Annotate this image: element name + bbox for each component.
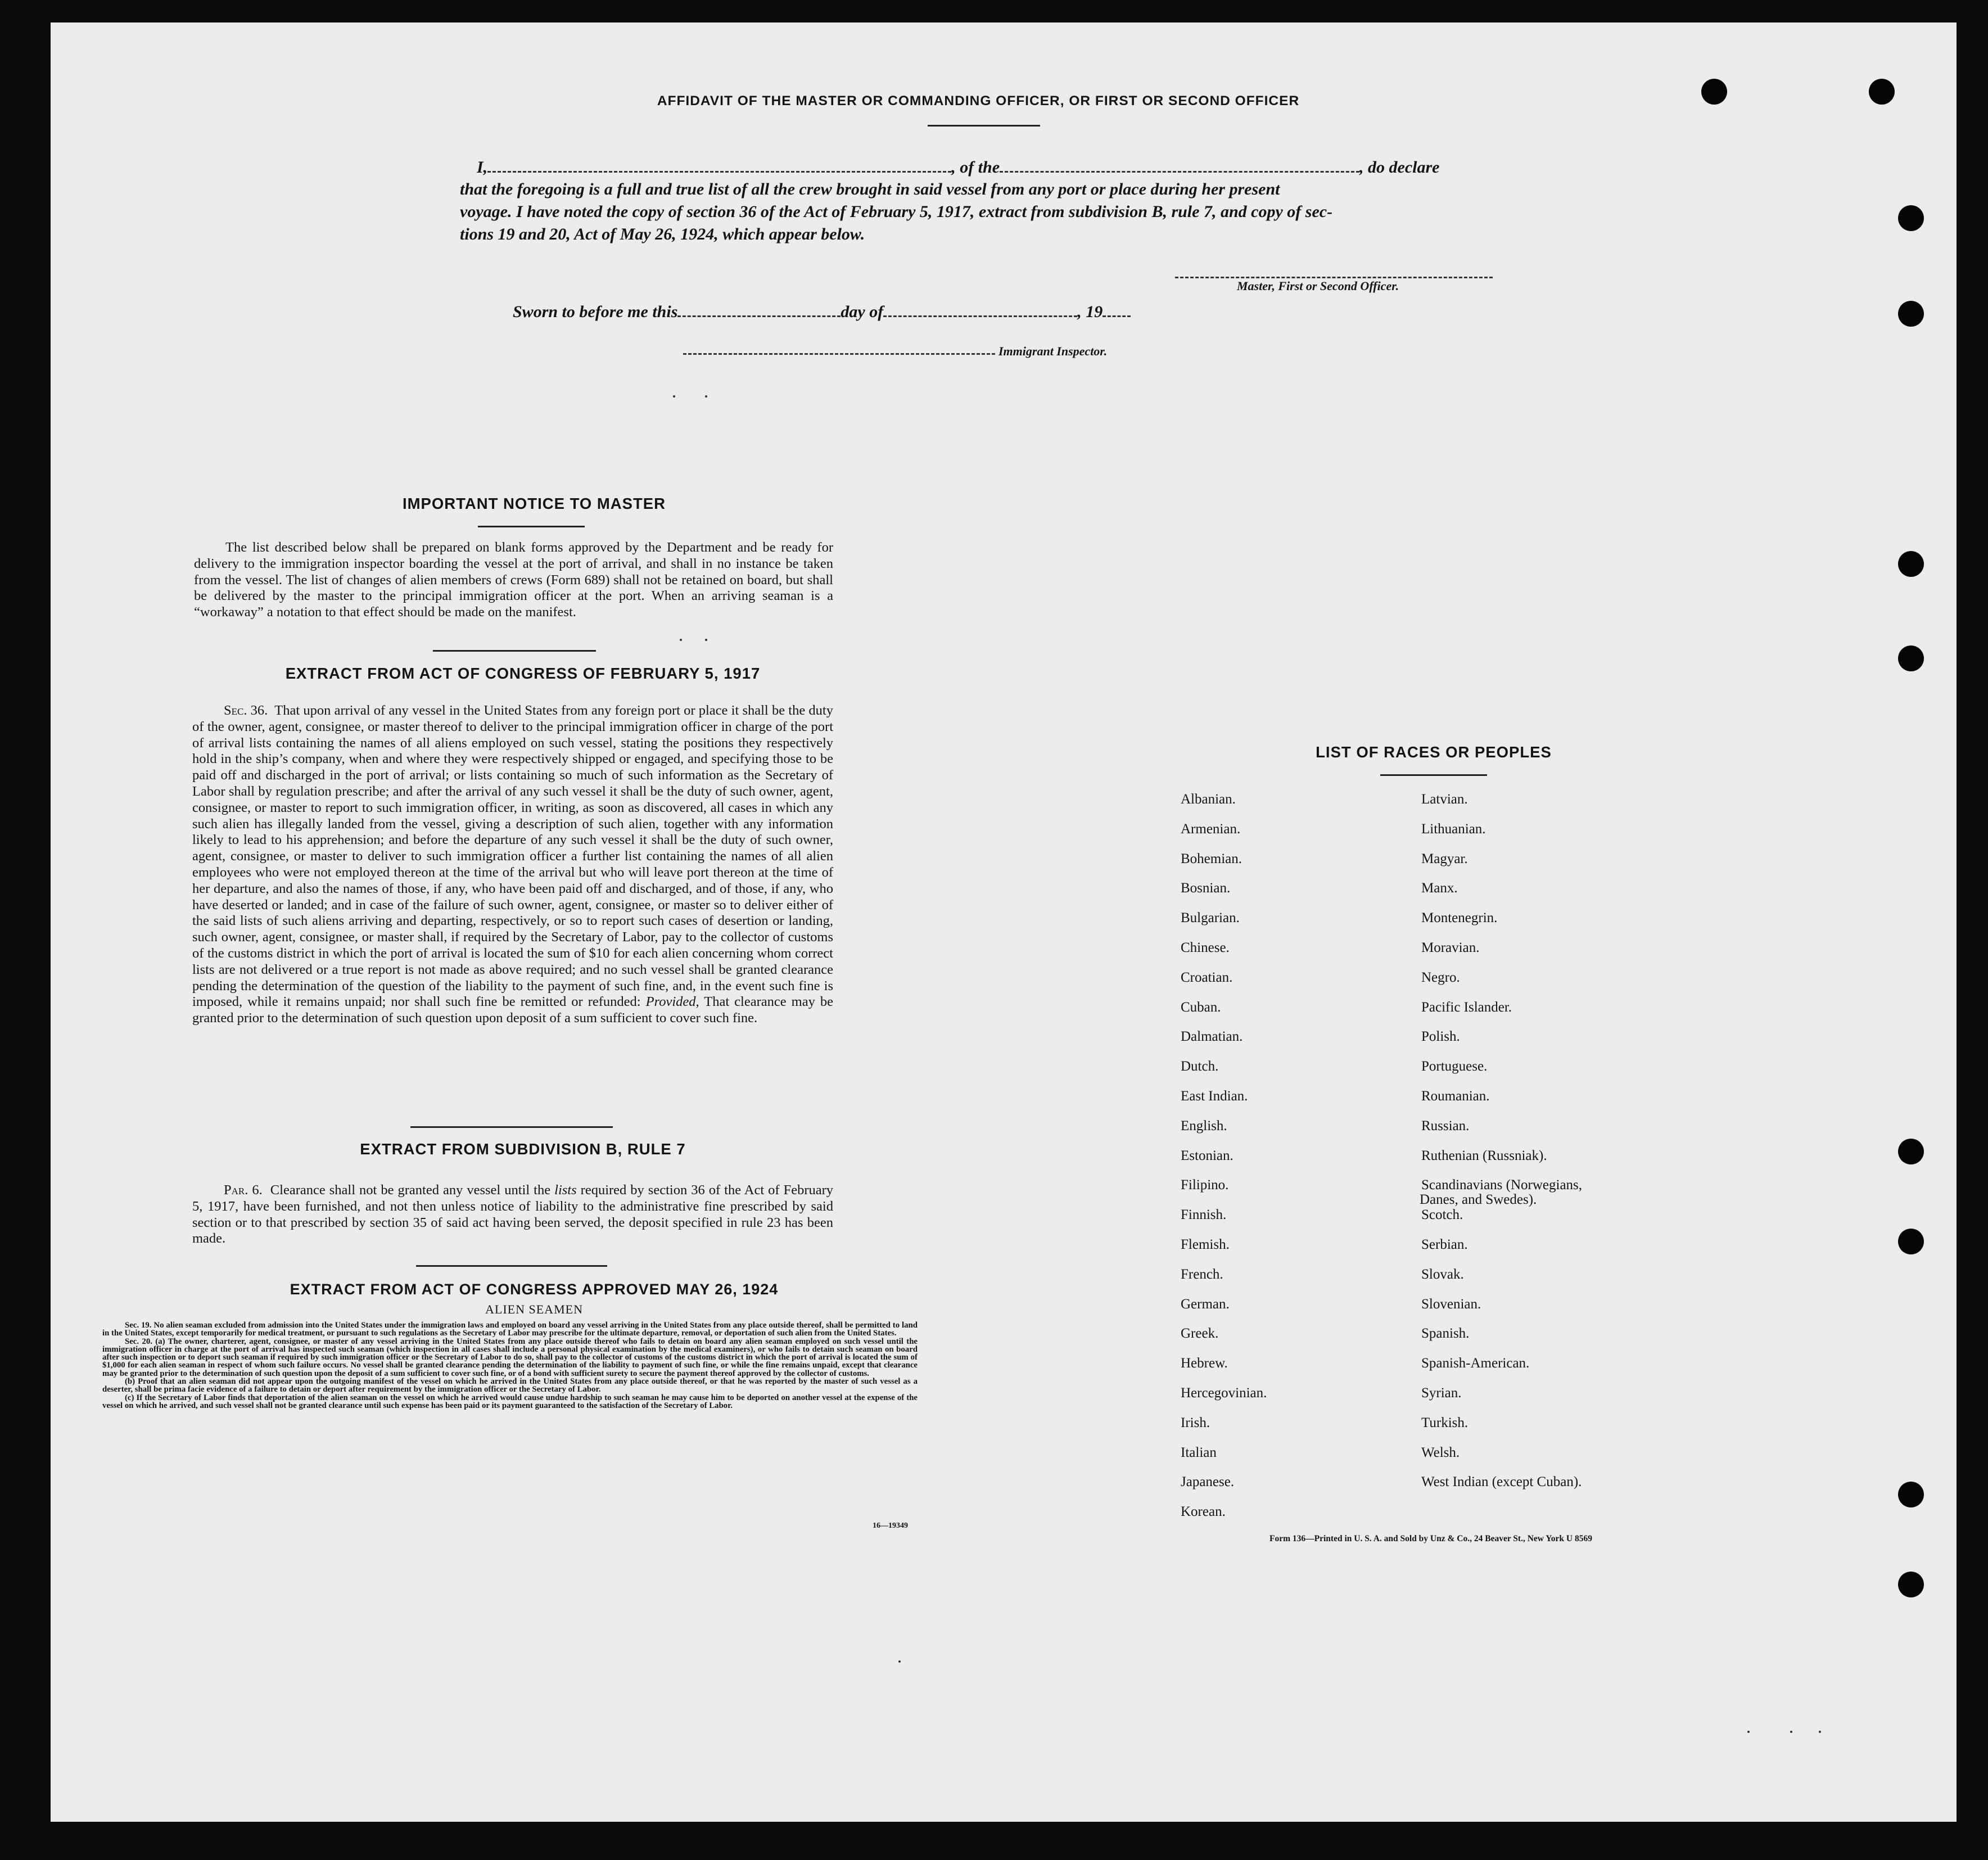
form-imprint: Form 136—Printed in U. S. A. and Sold by Unz & Co., 24 Beaver St., New York U 8569 — [1269, 1534, 1592, 1543]
race-item: Manx. — [1421, 881, 1458, 896]
races-title: LIST OF RACES OR PEOPLES — [1316, 743, 1552, 761]
race-item: Pacific Islander. — [1421, 999, 1512, 1015]
race-item: Irish. — [1181, 1415, 1210, 1430]
race-item: Bulgarian. — [1181, 910, 1240, 926]
par-6-paragraph — [192, 1182, 833, 1247]
affidavit-line-2: that the foregoing is a full and true list of all the crew brought in said vessel from any port or place during her present — [460, 180, 1280, 198]
race-item: Hebrew. — [1181, 1356, 1228, 1371]
race-item: Scandinavians (Norwegians, — [1421, 1177, 1583, 1193]
vessel-name-blank — [1000, 156, 1359, 173]
race-item: Turkish. — [1421, 1415, 1469, 1430]
race-item: German. — [1181, 1296, 1230, 1312]
affidavit-line-4: tions 19 and 20, Act of May 26, 1924, which appear below. — [460, 225, 865, 243]
section-20c-paragraph: (c) If the Secretary of Labor finds that deportation of the alien seaman on the vessel on which he arrived would cause undue hardship to such seaman he may cause him to be deported on another vessel at the expense of the vessel on which he arrived, and such vessel shall not be granted clearance until such expense has been paid or its payment guaranteed to the satisfaction of the Secretary of Labor. — [102, 1393, 918, 1410]
extract-rule7-text — [192, 1182, 833, 1247]
par-6-text-b: required by section 36 of the Act of February 5, 1917, have been furnished, and not then unless notice of liability to the administrative fine prescribed by said section or to that prescribed by section 35 of said act having been served, the deposit specified in rule 23 has been made. — [192, 1182, 834, 1247]
race-item: Bosnian. — [1181, 881, 1231, 896]
race-item: Albanian. — [1181, 792, 1236, 807]
par-6-label: Par. 6. — [224, 1182, 263, 1198]
race-item: Japanese. — [1181, 1474, 1235, 1490]
sworn-year: , 19 — [1077, 303, 1103, 321]
race-item: West Indian (except Cuban). — [1421, 1474, 1582, 1490]
inspector-label: Immigrant Inspector. — [998, 344, 1108, 358]
race-item: Scotch. — [1421, 1207, 1463, 1223]
punch-hole — [1869, 79, 1895, 105]
race-item: English. — [1181, 1118, 1227, 1134]
section-36-text: That upon arrival of any vessel in the United States from any foreign port or place it shall be the duty of the owner, agent, consignee, or master thereof to deliver to the principal immigration officer in charge of the port of arrival lists containing the names of all aliens employed on such vessel, stating the positions they respectively hold in the ship’s company, when and where they were respectively shipped or engaged, and specifying those to be paid off and discharged in the port of arrival; or lists containing so much of such information as the Secretary of Labor shall by regulation prescribe; and after the arrival of any such vessel it shall be the duty of such owner, agent, consignee, or master to report to such immigration officer, in writing, as soon as discovered, all cases in which any such alien has illegally landed from the vessel, giving a description of such alien, together with any information likely to lead to his apprehension; and before the departure of any such vessel it shall be the duty of such owner, agent, consignee, or master to deliver to such immigration officer a further list containing the names of all alien employees who were not employed thereon at the time of the arrival but who will leave port thereon at the time of her departure, and also the names of those, if any, who have been paid off and discharged, and of those, if any, who have deserted or landed; and in case of the failure of such owner, agent, consignee, or master so to deliver either of the said lists of such aliens arriving and departing, respectively, or so to report such cases of desertion or landing, such owner, agent, consignee, or master shall, if required by the Secretary of Labor, pay to the collector of customs of the customs district in which the port of arrival is located the sum of $10 for each alien concerning whom correct lists are not delivered or a true report is not made as above required; and no such vessel shall be granted clearance pending the determination of the question of the liability to the payment of such fine, and, in the event such fine is imposed, while it remains unpaid; nor shall such fine be remitted or refunded: — [192, 703, 833, 1010]
race-item: Italian — [1181, 1444, 1217, 1460]
race-item: Ruthenian (Russniak). — [1421, 1148, 1547, 1163]
master-signature-label: Master, First or Second Officer. — [1237, 279, 1399, 293]
race-item: Chinese. — [1181, 940, 1230, 955]
race-item: Polish. — [1421, 1029, 1460, 1045]
race-item: Negro. — [1421, 969, 1460, 985]
race-item: Korean. — [1181, 1504, 1226, 1520]
race-item: Magyar. — [1421, 851, 1468, 866]
race-item: Dalmatian. — [1181, 1029, 1243, 1045]
notice-title: IMPORTANT NOTICE TO MASTER — [402, 495, 666, 512]
section-36-text-end: That clearance may be granted prior to the determination of such question upon deposit of a sum sufficient to cover such fine. — [192, 994, 833, 1026]
race-item: Lithuanian. — [1421, 821, 1486, 837]
race-item: Welsh. — [1421, 1444, 1460, 1460]
race-item: Slovak. — [1421, 1266, 1464, 1282]
race-item: French. — [1181, 1266, 1223, 1282]
punch-hole — [1701, 79, 1727, 105]
punch-hole — [1898, 1229, 1924, 1254]
race-item: Moravian. — [1421, 940, 1480, 955]
affidavit-do-declare: , do declare — [1359, 158, 1440, 177]
race-item: Spanish-American. — [1421, 1356, 1530, 1371]
race-item: Filipino. — [1181, 1177, 1229, 1193]
race-item: Portuguese. — [1421, 1059, 1488, 1075]
extract-1924-title: EXTRACT FROM ACT OF CONGRESS APPROVED MAY 26, 1924 — [290, 1281, 779, 1298]
section-19-paragraph: Sec. 19. No alien seaman excluded from admission into the United States under the immigration laws and employed on board any vessel arriving in the United States from any place outside thereof, shall be permitted to land in the United States, except temporarily for medical treatment, or pursuant to such regulations as the Secretary of Labor may prescribe for the ultimate departure, removal, or deportation of such alien from the United States. — [102, 1321, 918, 1338]
affidavit-line-3: voyage. I have noted the copy of section 36 of the Act of February 5, 1917, extract from subdivision B, rule 7, and copy of sec- — [460, 202, 1333, 221]
race-item: Serbian. — [1421, 1237, 1468, 1252]
sworn-year-blank — [1103, 301, 1131, 317]
affidavit-title-rule — [928, 125, 1040, 127]
race-item: Russian. — [1421, 1118, 1470, 1134]
race-item: Croatian. — [1181, 969, 1233, 985]
speck — [705, 639, 707, 641]
punch-hole — [1898, 301, 1924, 327]
punch-hole — [1898, 645, 1924, 671]
race-item: East Indian. — [1181, 1089, 1248, 1104]
race-item: Estonian. — [1181, 1148, 1234, 1163]
section-36-label: Sec. 36. — [224, 703, 268, 718]
punch-hole — [1898, 551, 1924, 577]
sworn-day-blank — [677, 301, 841, 317]
race-item: Montenegrin. — [1421, 910, 1498, 926]
notice-title-rule — [478, 526, 585, 527]
speck — [898, 1660, 901, 1663]
section-20b-paragraph: (b) Proof that an alien seaman did not appear upon the outgoing manifest of the vessel on which he arrived in the United States from any place outside thereof, or that he was reported by the master of such vessel as a deserter, shall be prima facie evidence of a failure to detain or deport after requirement by the immigration officer or the Secretary of Labor. — [102, 1377, 918, 1394]
speck — [705, 395, 707, 398]
affidavit-title: AFFIDAVIT OF THE MASTER OR COMMANDING OFFICER, OR FIRST OR SECOND OFFICER — [657, 93, 1300, 109]
race-item: Hercegovinian. — [1181, 1385, 1267, 1401]
race-item: Cuban. — [1181, 999, 1221, 1015]
extract-1917-text — [192, 703, 833, 1027]
section-divider — [410, 1126, 613, 1128]
sworn-prefix: Sworn to before me this — [513, 303, 678, 321]
race-item: Dutch. — [1181, 1059, 1219, 1075]
notice-paragraph: The list described below shall be prepared on blank forms approved by the Department and be ready for delivery to the immigration inspector boarding the vessel at the port of arrival, and shall in no instance be taken from the vessel. The list of changes of alien members of crews (Form 689) shall not be retained on board, but shall be delivered by the master to the principal immigration officer at the port. When an arriving seaman is a “workaway” a notation to that effect should be made on the manifest. — [194, 540, 833, 620]
section-20a-paragraph: Sec. 20. (a) The owner, charterer, agent, consignee, or master of any vessel arriving in the United States from any place outside thereof who fails to detain on board any alien seaman employed on such vessel until the immigration officer in charge at the port of arrival has inspected such seaman (which inspection in all cases shall include a personal physical examination by the medical examiners), or who fails to detain such seaman on board after such inspection or to deport such seaman if required by such immigration officer or the Secretary of Labor to do so, shall pay to the collector of customs of the customs district in which the port of arrival is located the sum of $1,000 for each alien seaman in respect of whom such failure occurs. No vessel shall be granted clearance pending the determination of the liability to payment of such fine, or while the fine remains unpaid, except that clearance may be granted prior to the determination of such question upon the deposit of a sum sufficient to cover such fine, or of a bond with sufficient surety to secure the payment thereof approved by the collector of customs. — [102, 1337, 918, 1378]
race-item: Latvian. — [1421, 792, 1468, 807]
notice-text — [194, 540, 833, 621]
speck — [1819, 1731, 1821, 1733]
punch-hole — [1898, 1139, 1924, 1164]
punch-hole — [1898, 205, 1924, 231]
speck — [673, 395, 675, 398]
punch-hole — [1898, 1572, 1924, 1597]
affidavit-i: I, — [477, 158, 488, 177]
lists-word: lists — [554, 1182, 577, 1198]
speck — [680, 639, 682, 641]
race-item: Slovenian. — [1421, 1296, 1481, 1312]
speck — [1747, 1731, 1750, 1733]
section-36-paragraph — [192, 703, 833, 1027]
par-6-text-a: Clearance shall not be granted any vessel until the — [270, 1182, 551, 1198]
extract-1924-subtitle: ALIEN SEAMEN — [485, 1302, 583, 1316]
extract-rule7-title: EXTRACT FROM SUBDIVISION B, RULE 7 — [360, 1140, 686, 1158]
affidavit-of-the: , of the — [951, 158, 1000, 177]
race-item: Spanish. — [1421, 1326, 1470, 1342]
punch-hole — [1898, 1482, 1924, 1507]
race-item: Armenian. — [1181, 821, 1241, 837]
provided-word: Provided, — [645, 994, 699, 1010]
master-name-blank — [487, 156, 951, 173]
section-divider — [433, 650, 596, 652]
inspector-signature-line — [683, 353, 995, 355]
sworn-day-of: day of — [841, 303, 884, 321]
race-item: Finnish. — [1181, 1207, 1227, 1223]
master-signature-line — [1175, 277, 1493, 278]
race-item: Roumanian. — [1421, 1089, 1490, 1104]
extract-1917-title: EXTRACT FROM ACT OF CONGRESS OF FEBRUARY 5, 1917 — [285, 665, 761, 682]
sworn-month-blank — [883, 301, 1077, 317]
form-code: 16—19349 — [873, 1522, 908, 1530]
race-item: Bohemian. — [1181, 851, 1242, 866]
race-item: Danes, and Swedes). — [1420, 1192, 1537, 1208]
race-item: Greek. — [1181, 1326, 1219, 1342]
race-item: Syrian. — [1421, 1385, 1462, 1401]
section-divider — [416, 1265, 607, 1267]
extract-1924-text — [102, 1321, 918, 1410]
affidavit-line-1 — [477, 156, 1528, 177]
speck — [1790, 1731, 1792, 1733]
race-item: Flemish. — [1181, 1237, 1230, 1252]
races-title-rule — [1380, 774, 1487, 776]
sworn-line — [513, 301, 1131, 322]
